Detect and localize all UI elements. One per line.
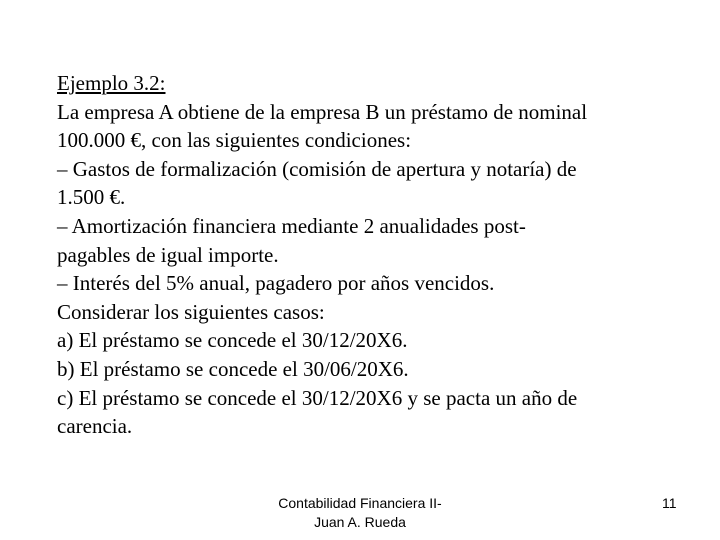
text-line: pagables de igual importe. — [57, 242, 279, 267]
case-b: b) El préstamo se concede el 30/06/20X6. — [57, 356, 409, 381]
text-line: 1.500 €. — [57, 185, 126, 210]
footer-course — [0, 494, 720, 532]
footer-course-name: Contabilidad Financiera II- — [278, 495, 442, 511]
case-a: a) El préstamo se concede el 30/12/20X6. — [57, 328, 408, 353]
footer-author: Juan A. Rueda — [314, 514, 406, 530]
text-line: carencia. — [57, 414, 133, 439]
slide-body — [57, 69, 697, 441]
text-line: Considerar los siguientes casos: — [57, 299, 325, 324]
text-line: – Interés del 5% anual, pagadero por años vencidos. — [57, 271, 495, 296]
example-title: Ejemplo 3.2: — [57, 71, 166, 95]
text-line: 100.000 €, con las siguientes condiciones: — [57, 128, 412, 153]
page-number: 11 — [662, 495, 677, 511]
text-line: – Gastos de formalización (comisión de apertura y notaría) de — [57, 156, 577, 181]
text-line: – Amortización financiera mediante 2 anualidades post- — [57, 213, 526, 238]
text-line: La empresa A obtiene de la empresa B un préstamo de nominal — [57, 99, 588, 124]
case-c: c) El préstamo se concede el 30/12/20X6 y se pacta un año de — [57, 385, 578, 410]
